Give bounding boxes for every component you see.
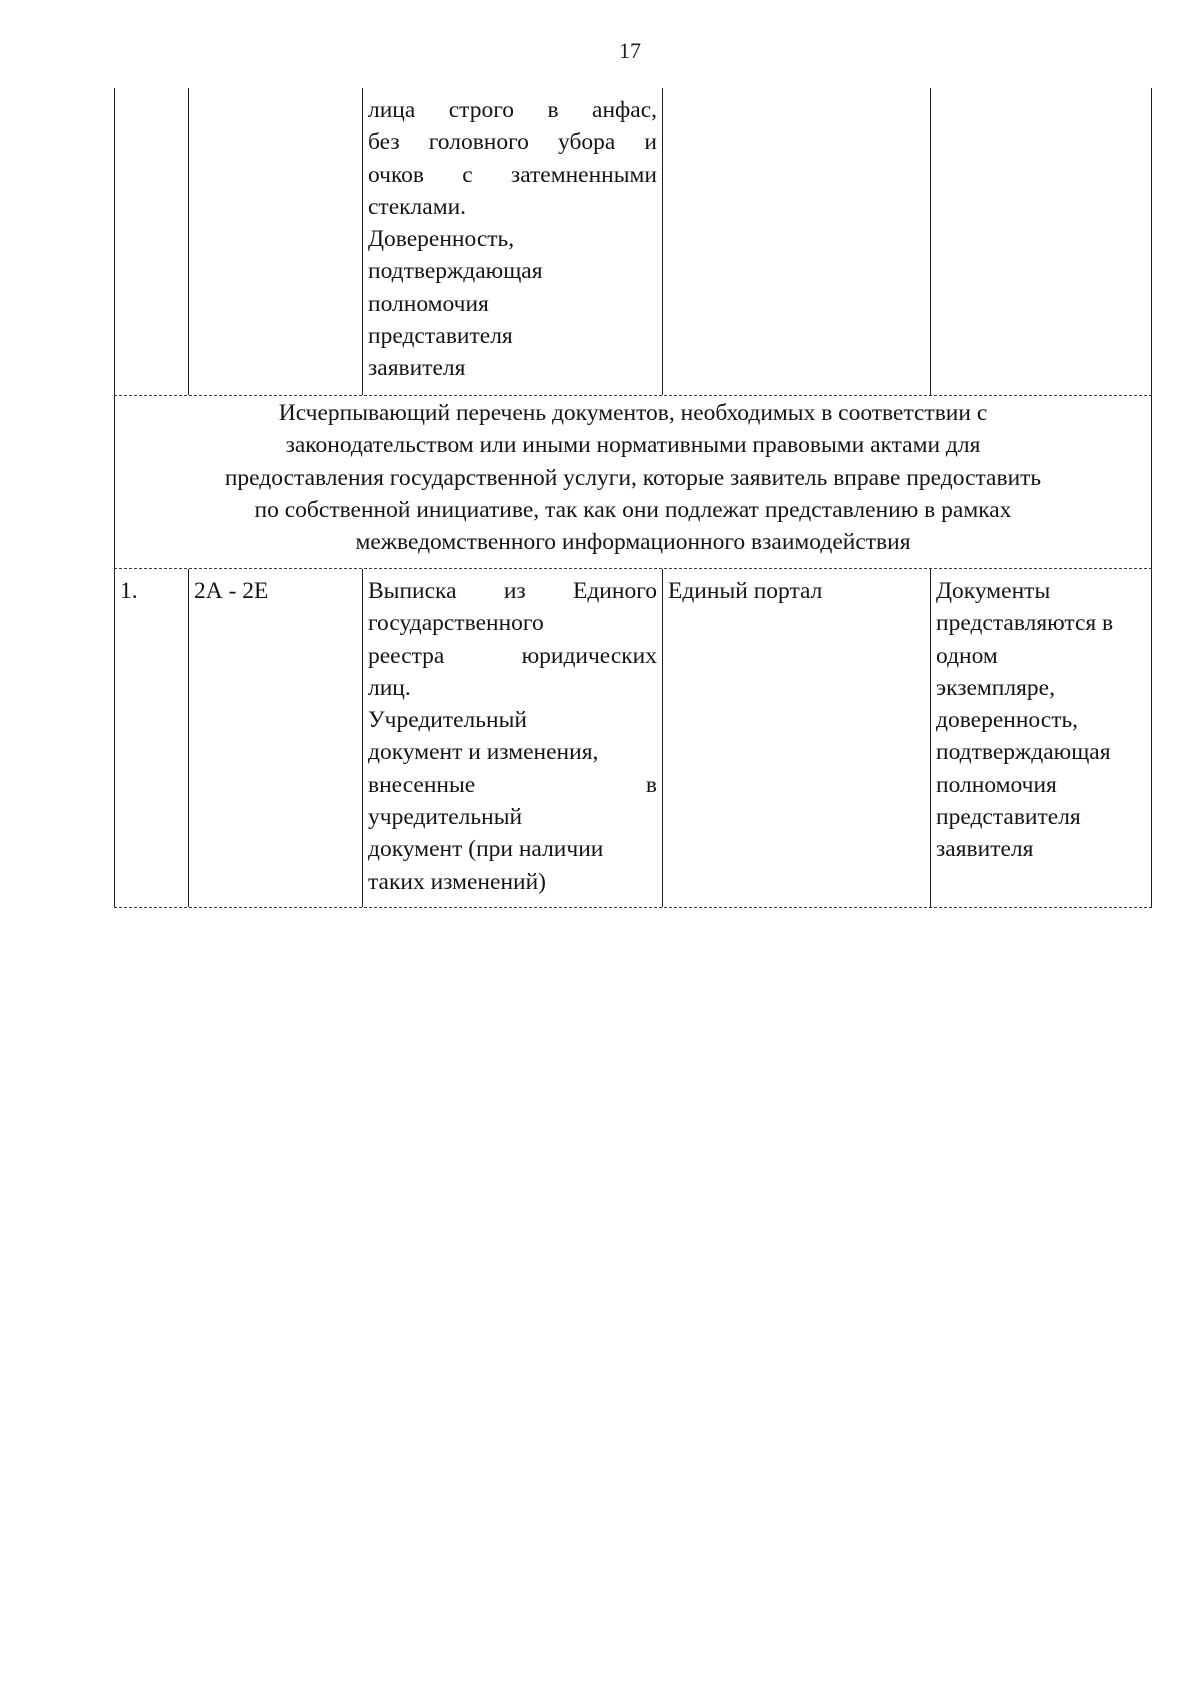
doc-line: Доверенность,: [368, 226, 515, 253]
doc-line: лиц.: [368, 674, 411, 701]
note-line: Документы: [936, 578, 1051, 604]
doc-line: полномочия: [368, 290, 489, 317]
doc-line: реестра юридических: [368, 642, 657, 669]
table-row: [114, 569, 1152, 907]
cell-note: [930, 88, 1152, 395]
table-row-continuation: [114, 88, 1152, 395]
doc-line: документ и изменения,: [368, 739, 599, 766]
cell-documents: [362, 88, 662, 395]
doc-line: стеклами.: [368, 193, 467, 220]
note-line: доверенность,: [936, 707, 1079, 734]
doc-line: Выписка из Единого: [368, 578, 657, 604]
doc-line: Учредительный: [368, 707, 527, 734]
page-number: 17: [619, 38, 641, 63]
doc-line: документ (при наличии: [368, 836, 604, 863]
doc-line: учредительный: [368, 804, 523, 831]
cell-codes: 2А - 2Е: [188, 569, 362, 907]
doc-line: внесенные в: [368, 771, 657, 798]
note-line: экземпляре,: [936, 674, 1055, 701]
doc-line: очков с затемненными: [368, 161, 657, 188]
note-line: подтверждающая: [936, 739, 1111, 766]
heading-line: Исчерпывающий перечень документов, необходимых в соответствии с: [278, 400, 988, 426]
heading-line: межведомственного информационного взаимодействия: [355, 529, 911, 556]
doc-line: государственного: [368, 610, 544, 637]
cell-channel: [662, 88, 930, 395]
cell-codes: [188, 88, 362, 395]
note-line: полномочия: [936, 771, 1057, 798]
cell-documents: [362, 569, 662, 907]
heading-line: по собственной инициативе, так как они подлежат представлению в рамках: [254, 496, 1012, 523]
doc-line: лица строго в анфас,: [368, 97, 657, 123]
note-line: одном: [936, 642, 998, 669]
note-line: представителя: [936, 804, 1081, 831]
note-line: заявителя: [936, 836, 1034, 863]
doc-line: заявителя: [368, 355, 466, 382]
cell-channel: Единый портал: [662, 569, 930, 907]
doc-line: представителя: [368, 323, 513, 350]
heading-line: законодательством или иными нормативными правовыми актами для: [285, 432, 981, 459]
doc-line: без головного убора и: [368, 129, 657, 156]
doc-line: подтверждающая: [368, 258, 543, 285]
section-heading: [114, 396, 1152, 568]
doc-line: таких изменений): [368, 868, 546, 895]
documents-table: [114, 88, 1152, 908]
heading-line: предоставления государственной услуги, которые заявитель вправе предоставить: [224, 464, 1042, 491]
cell-number: 1.: [114, 569, 188, 907]
cell-number: [114, 88, 188, 395]
cell-note: [930, 569, 1152, 907]
row-divider: [114, 907, 1152, 908]
note-line: представляются в: [936, 610, 1114, 637]
